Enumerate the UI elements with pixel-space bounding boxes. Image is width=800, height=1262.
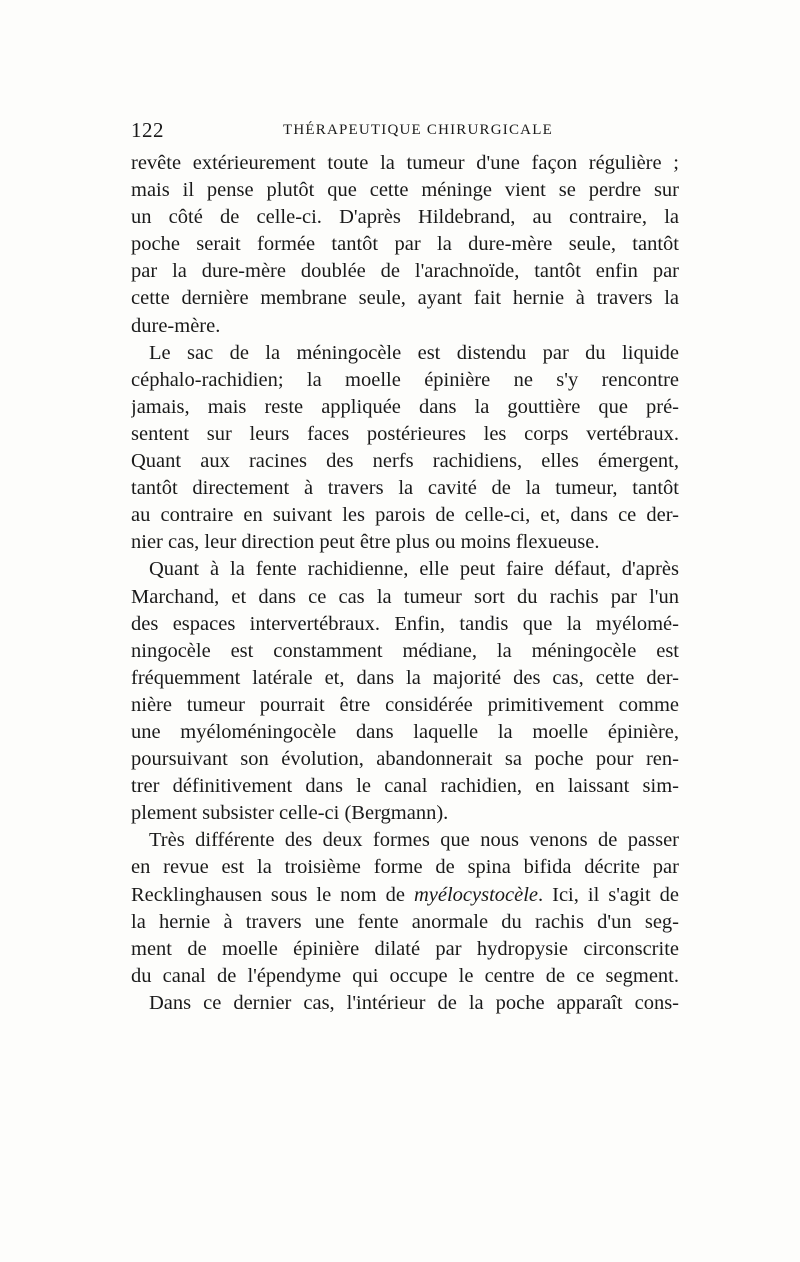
text-line: jamais, mais reste appliquée dans la gouttière que pré- <box>131 395 679 418</box>
text-line: une myéloméningocèle dans laquelle la moelle épinière, <box>131 720 679 743</box>
running-head <box>131 118 679 148</box>
text-segment: Recklinghausen sous le nom de <box>131 883 405 906</box>
text-line: céphalo-rachidien; la moelle épinière ne s'y rencontre <box>131 368 679 391</box>
text-line: fréquemment latérale et, dans la majorité des cas, cette der- <box>131 666 679 689</box>
body-text <box>131 150 679 1017</box>
text-line: Le sac de la méningocèle est distendu par du liquide <box>149 341 679 364</box>
text-line: poursuivant son évolution, abandonnerait sa poche pour ren- <box>131 748 679 771</box>
text-line: mais il pense plutôt que cette méninge vient se perdre sur <box>131 179 679 202</box>
text-line: Quant aux racines des nerfs rachidiens, elles émergent, <box>131 450 679 473</box>
text-line: au contraire en suivant les parois de celle-ci, et, dans ce der- <box>131 504 679 527</box>
text-line: nier cas, leur direction peut être plus ou moins flexueuse. <box>131 531 600 554</box>
italic-term: myélocystocèle <box>413 883 539 906</box>
text-line: nière tumeur pourrait être considérée primitivement comme <box>131 693 679 716</box>
text-line: poche serait formée tantôt par la dure-mère seule, tantôt <box>131 233 679 256</box>
running-title: THÉRAPEUTIQUE CHIRURGICALE <box>283 122 553 138</box>
text-line: Marchand, et dans ce cas la tumeur sort du rachis par l'un <box>131 585 679 608</box>
text-line: en revue est la troisième forme de spina bifida décrite par <box>131 856 679 879</box>
text-line: revêtе extérieurement toute la tumeur d'une façon régulière ; <box>131 152 679 174</box>
text-line: ningocèle est constamment médiane, la méningocèle est <box>131 639 679 662</box>
text-line: sentent sur leurs faces postérieures les corps vertébraux. <box>131 422 679 445</box>
text-line: ment de moelle épinière dilaté par hydropysie circonscrite <box>131 937 679 960</box>
text-line: trer définitivement dans le canal rachidien, en laissant sim- <box>131 775 679 798</box>
text-segment: . Ici, il s'agit de <box>538 883 679 906</box>
page-number: 122 <box>131 118 164 142</box>
text-line: Très différente des deux formes que nous venons de passer <box>149 829 679 852</box>
text-line: la hernie à travers une fente anormale du rachis d'un seg- <box>131 910 679 933</box>
text-line: dure-mère. <box>131 314 221 337</box>
text-line: Dans ce dernier cas, l'intérieur de la poche apparaît cons- <box>149 991 679 1014</box>
text-line: plement subsister celle-ci (Bergmann). <box>131 802 449 825</box>
text-line: tantôt directement à travers la cavité de la tumeur, tantôt <box>131 477 679 500</box>
text-line: cette dernière membrane seule, ayant fait hernie à travers la <box>131 287 679 310</box>
text-line: des espaces intervertébraux. Enfin, tandis que la myélomé- <box>131 612 679 635</box>
text-line: par la dure-mère doublée de l'arachnoïde, tantôt enfin par <box>131 260 679 283</box>
text-line-with-italic <box>131 882 679 909</box>
text-line: un côté de celle-ci. D'après Hildebrand, au contraire, la <box>131 206 679 229</box>
text-line: du canal de l'épendyme qui occupe le centre de ce segment. <box>131 964 679 987</box>
text-line: Quant à la fente rachidienne, elle peut faire défaut, d'après <box>149 558 679 581</box>
